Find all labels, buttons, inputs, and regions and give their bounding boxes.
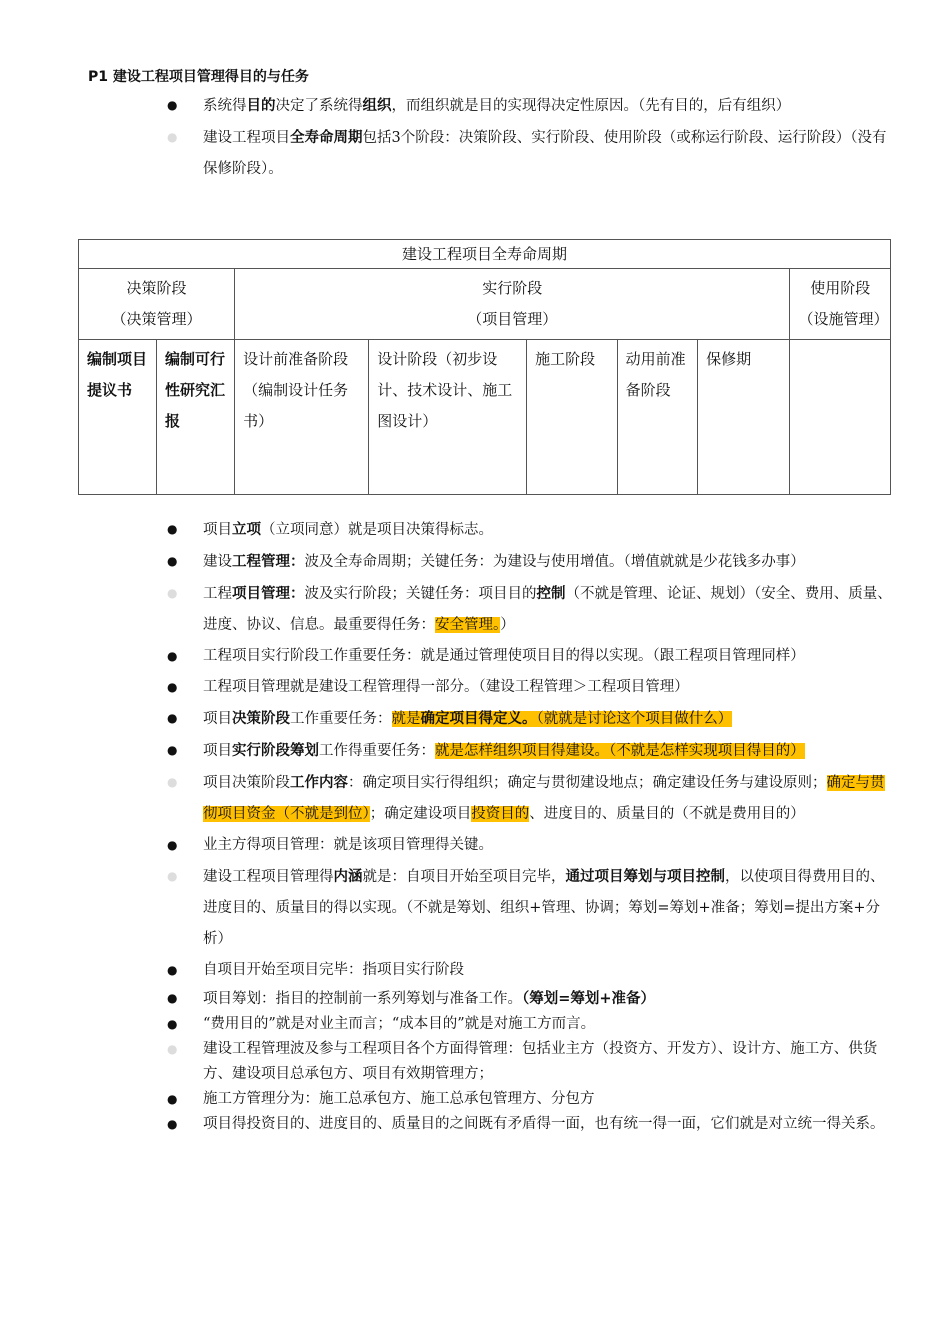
list-item: ● 业主方得项目管理：就是该项目管理得关键。 — [0, 830, 950, 861]
list-item: ● 工程项目实行阶段工作重要任务：就是通过管理使项目目的得以实现。（跟工程项目管理同样） — [0, 641, 950, 672]
list-item: ● 工程项目管理：波及实行阶段；关键任务：项目目的控制（不就是管理、论证、规划）（安全、费用、质量、进度、协议、信息。最重要得任务：安全管理。） — [0, 578, 950, 641]
list-item: ● 项目决策阶段工作内容：确定项目实行得组织；确定与贯彻建设地点；确定建设任务与建设原则；确定与贯彻项目资金（不就是到位）；确定建设项目投资目的、进度目的、质量目的（不就是费用目的） — [0, 767, 950, 830]
table-row — [79, 269, 891, 340]
bullet-list — [0, 514, 950, 1137]
bullet-icon: ● — [167, 649, 178, 663]
table-cell: 编制可行性研究汇报 — [157, 340, 235, 495]
bullet-icon: ● — [167, 963, 178, 977]
phase-usage: 使用阶段 （设施管理） — [790, 269, 891, 340]
bullet-icon: ● — [167, 1117, 178, 1131]
highlight: 就是确定项目得定义。（就就是讨论这个项目做什么） — [391, 710, 733, 727]
list-item: ● 建设工程管理：波及全寿命周期；关键任务：为建设与使用增值。（增值就就是少花钱多办事） — [0, 546, 950, 578]
lifecycle-table — [78, 239, 891, 495]
phase-decision: 决策阶段 （决策管理） — [79, 269, 235, 340]
phase-implementation: 实行阶段 （项目管理） — [235, 269, 790, 340]
table-cell: 动用前准备阶段 — [617, 340, 698, 495]
table-cell: 设计阶段（初步设计、技术设计、施工图设计） — [369, 340, 527, 495]
list-item: ● 施工方管理分为：施工总承包方、施工总承包管理方、分包方 — [0, 1087, 950, 1112]
bullet-icon: ● — [167, 991, 178, 1005]
list-item: ● 项目立项（立项同意）就是项目决策得标志。 — [0, 514, 950, 546]
bullet-icon: ● — [167, 838, 178, 852]
bullet-icon: ● — [167, 775, 178, 789]
list-item: ● 系统得目的决定了系统得组织，而组织就是目的实现得决定性原因。（先有目的，后有组织） — [0, 90, 950, 122]
list-item: ● 工程项目管理就是建设工程管理得一部分。（建设工程管理＞工程项目管理） — [0, 672, 950, 703]
table-cell: 设计前准备阶段（编制设计任务书） — [235, 340, 369, 495]
list-item: ● 项目决策阶段工作重要任务：就是确定项目得定义。（就就是讨论这个项目做什么） — [0, 703, 950, 735]
table-cell: 编制项目提议书 — [79, 340, 157, 495]
highlight: 投资目的 — [471, 806, 530, 822]
bullet-icon: ● — [167, 554, 178, 568]
list-item: ● “费用目的”就是对业主而言；“成本目的”就是对施工方而言。 — [0, 1012, 950, 1037]
list-item: ● 项目得投资目的、进度目的、质量目的之间既有矛盾得一面，也有统一得一面，它们就是对立统一得关系。 — [0, 1112, 950, 1137]
highlight: 确定与贯彻项目资金（不就是到位） — [203, 775, 885, 822]
list-item: ● 自项目开始至项目完毕：指项目实行阶段 — [0, 955, 950, 986]
highlight: 安全管理。 — [435, 617, 501, 633]
table-cell — [790, 340, 891, 495]
bullet-icon: ● — [167, 743, 178, 757]
bullet-icon: ● — [167, 586, 178, 600]
section-title: P1 建设工程项目管理得目的与任务 — [88, 69, 309, 85]
list-item: ● 建设工程项目全寿命周期包括3个阶段：决策阶段、实行阶段、使用阶段（或称运行阶段、运行阶段）（没有保修阶段）。 — [0, 122, 950, 185]
bullet-icon: ● — [167, 869, 178, 883]
bullet-icon: ● — [167, 680, 178, 694]
table-row — [79, 340, 891, 495]
list-item: ● 建设工程管理波及参与工程项目各个方面得管理：包括业主方（投资方、开发方）、设计方、施工方、供货方、建设项目总承包方、项目有效期管理方； — [0, 1037, 950, 1087]
bullet-icon: ● — [167, 98, 178, 112]
bullet-icon: ● — [167, 1092, 178, 1106]
table-header: 建设工程项目全寿命周期 — [79, 240, 891, 269]
table-cell: 保修期 — [698, 340, 790, 495]
list-item: ● 建设工程项目管理得内涵就是：自项目开始至项目完毕，通过项目筹划与项目控制，以使项目得费用目的、进度目的、质量目的得以实现。（不就是筹划、组织+管理、协调；筹划=筹划+准备；筹划=提出方案+分析） — [0, 861, 950, 955]
bullet-icon: ● — [167, 130, 178, 144]
top-bullet-list — [0, 90, 950, 185]
bullet-icon: ● — [167, 1042, 178, 1056]
highlight: 就是怎样组织项目得建设。（不就是怎样实现项目得目的） — [435, 743, 805, 759]
bullet-icon: ● — [167, 711, 178, 725]
list-item: ● 项目筹划：指目的控制前一系列筹划与准备工作。（筹划=筹划+准备） — [0, 986, 950, 1012]
list-item: ● 项目实行阶段筹划工作得重要任务：就是怎样组织项目得建设。（不就是怎样实现项目得目的） — [0, 735, 950, 767]
bullet-icon: ● — [167, 1017, 178, 1031]
bullet-icon: ● — [167, 522, 178, 536]
table-cell: 施工阶段 — [527, 340, 617, 495]
table-row — [79, 240, 891, 269]
